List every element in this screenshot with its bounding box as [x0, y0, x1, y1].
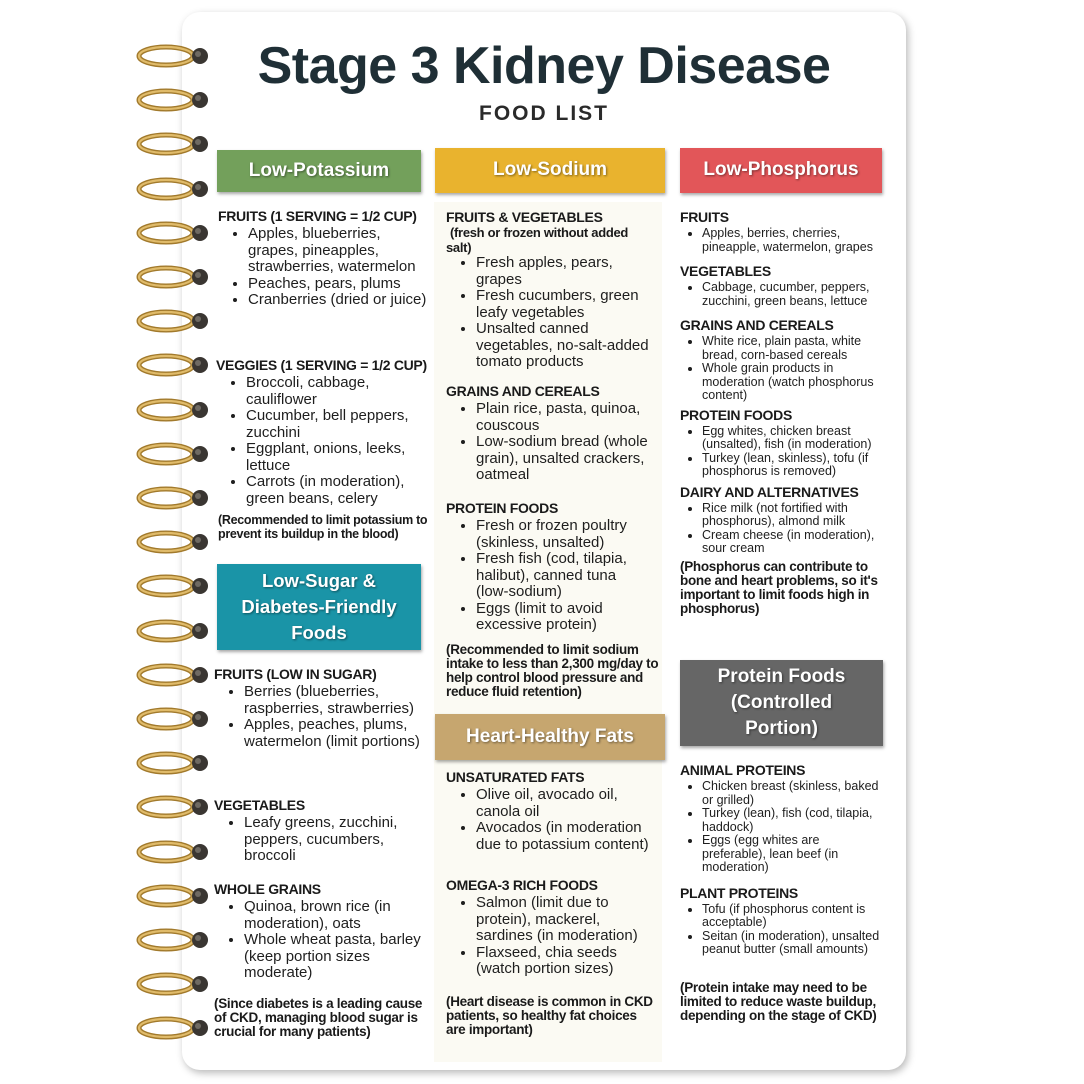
list-item: • Fresh fish (cod, tilapia, halibut), canned tuna (low-sodium)	[476, 551, 652, 601]
plant-list	[680, 903, 885, 957]
list-item: • Eggplant, onions, leeks, lettuce	[246, 441, 428, 474]
spiral-coil-icon	[136, 970, 212, 998]
list-item: • Chicken breast (skinless, baked or grilled)	[702, 780, 885, 807]
low-phosphorus-section	[680, 148, 882, 193]
sugar-fruits-heading: FRUITS (LOW IN SUGAR)	[214, 666, 377, 682]
omega-heading: OMEGA-3 RICH FOODS	[446, 877, 598, 893]
list-item: • Cabbage, cucumber, peppers, zucchini, green beans, lettuce	[702, 281, 885, 308]
low-potassium-section	[217, 150, 421, 192]
list-item: • Leafy greens, zucchini, peppers, cucumbers, broccoli	[244, 815, 428, 865]
protein-header-line1: Protein Foods	[717, 666, 846, 687]
list-item: • Turkey (lean, skinless), tofu (if phosphorus is removed)	[702, 452, 885, 479]
phos-grains-list	[680, 335, 885, 403]
phos-fruits-heading: FRUITS	[680, 209, 729, 225]
list-item: • Salmon (limit due to protein), mackerel, sardines (in moderation)	[476, 895, 654, 945]
page-subtitle: FOOD LIST	[479, 102, 609, 125]
list-item: • Flaxseed, chia seeds (watch portion sizes)	[476, 945, 654, 978]
spiral-coil-icon	[136, 528, 212, 556]
low-sugar-grains	[214, 881, 428, 982]
list-item: • Tofu (if phosphorus content is acceptable)	[702, 903, 885, 930]
list-item: • Egg whites, chicken breast (unsalted), fish (in moderation)	[702, 425, 885, 452]
spiral-coil-icon	[136, 219, 212, 247]
list-item: • Rice milk (not fortified with phosphorus), almond milk	[702, 502, 885, 529]
spiral-coil-icon	[136, 484, 212, 512]
heart-fats-section	[435, 714, 665, 760]
animal-heading: ANIMAL PROTEINS	[680, 762, 806, 778]
low-phosphorus-header	[680, 148, 882, 193]
low-sugar-header	[217, 564, 421, 650]
heart-fats-unsat	[446, 769, 654, 853]
low-sugar-section	[217, 564, 421, 650]
fv-list	[446, 255, 652, 371]
low-potassium-header-text: Low-Potassium	[248, 159, 390, 181]
fruits-list	[218, 226, 428, 309]
protein-controlled-section	[680, 660, 883, 746]
sodium-grains-list	[446, 401, 652, 484]
low-potassium-header	[217, 150, 421, 192]
sodium-grains-heading: GRAINS AND CEREALS	[446, 383, 600, 399]
list-item: • Broccoli, cabbage, cauliflower	[246, 375, 428, 408]
sugar-vegetables-heading: VEGETABLES	[214, 797, 305, 813]
spiral-coil-icon	[136, 882, 212, 910]
sugar-grains-heading: WHOLE GRAINS	[214, 881, 321, 897]
fv-subheading: (fresh or frozen without added salt)	[446, 225, 629, 255]
list-item: • Unsalted canned vegetables, no-salt-added tomato products	[476, 321, 652, 371]
spiral-coil-icon	[136, 263, 212, 291]
spiral-coil-icon	[136, 838, 212, 866]
list-item: • Turkey (lean), fish (cod, tilapia, haddock)	[702, 807, 885, 834]
fv-heading: FRUITS & VEGETABLES	[446, 209, 603, 225]
sodium-protein-heading: PROTEIN FOODS	[446, 500, 558, 516]
spiral-coil-icon	[136, 749, 212, 777]
list-item: • Seitan (in moderation), unsalted peanut butter (small amounts)	[702, 930, 885, 957]
list-item: • Fresh or frozen poultry (skinless, unsalted)	[476, 518, 652, 551]
plant-heading: PLANT PROTEINS	[680, 884, 798, 901]
low-sodium-note: (Recommended to limit sodium intake to less than 2,300 mg/day to help control blood pressure and reduce fluid retention)	[446, 642, 659, 699]
low-sugar-content	[214, 666, 428, 750]
low-sugar-header-line2: Diabetes-Friendly	[241, 596, 397, 617]
phos-veg-list	[680, 281, 885, 308]
spiral-coil-icon	[136, 307, 212, 335]
spiral-coil-icon	[136, 175, 212, 203]
spiral-coil-icon	[136, 572, 212, 600]
list-item: • Carrots (in moderation), green beans, celery	[246, 474, 428, 507]
low-sodium-grains	[446, 383, 652, 484]
protein-controlled-content	[680, 762, 885, 1023]
list-item: • Cream cheese (in moderation), sour cream	[702, 529, 885, 556]
phos-dairy-heading: DAIRY AND ALTERNATIVES	[680, 483, 859, 500]
list-item: • Eggs (egg whites are preferable), lean beef (in moderation)	[702, 834, 885, 875]
spiral-coil-icon	[136, 926, 212, 954]
spiral-coil-icon	[136, 1014, 212, 1042]
low-sodium-section	[435, 148, 665, 193]
spiral-coil-icon	[136, 705, 212, 733]
low-phosphorus-content	[680, 209, 885, 616]
list-item: • Plain rice, pasta, quinoa, couscous	[476, 401, 652, 434]
phos-grains-heading: GRAINS AND CEREALS	[680, 317, 834, 333]
heart-fats-note: (Heart disease is common in CKD patients, so healthy fat choices are important)	[446, 994, 653, 1037]
sugar-fruits-list	[214, 684, 428, 750]
fruits-heading: FRUITS (1 SERVING = 1/2 CUP)	[218, 208, 417, 224]
list-item: • Fresh apples, pears, grapes	[476, 255, 652, 288]
list-item: • Avocados (in moderation due to potassium content)	[476, 820, 654, 853]
low-sodium-header-text: Low-Sodium	[493, 159, 607, 181]
list-item: • Apples, peaches, plums, watermelon (limit portions)	[244, 717, 428, 750]
low-sodium-fv	[446, 209, 652, 371]
phos-fruits-list	[680, 227, 885, 254]
phos-protein-list	[680, 425, 885, 479]
low-sodium-protein	[446, 500, 652, 634]
low-potassium-veggies	[216, 357, 428, 507]
heart-fats-omega	[446, 877, 654, 978]
list-item: • Apples, blueberries, grapes, pineapples, strawberries, watermelon	[248, 226, 428, 276]
list-item: • Cucumber, bell peppers, zucchini	[246, 408, 428, 441]
omega-list	[446, 895, 654, 978]
veggies-heading: VEGGIES (1 SERVING = 1/2 CUP)	[216, 357, 427, 373]
list-item: • Fresh cucumbers, green leafy vegetables	[476, 288, 652, 321]
low-sugar-vegetables	[214, 797, 428, 865]
low-sodium-header	[435, 148, 665, 193]
spiral-coil-icon	[136, 351, 212, 379]
low-potassium-content	[218, 208, 428, 309]
protein-controlled-note: (Protein intake may need to be limited to reduce waste buildup, depending on the stage of CKD)	[680, 979, 877, 1023]
low-phosphorus-header-text: Low-Phosphorus	[703, 159, 859, 181]
phos-protein-heading: PROTEIN FOODS	[680, 406, 792, 423]
phos-dairy-list	[680, 502, 885, 556]
list-item: • Whole grain products in moderation (watch phosphorus content)	[702, 362, 885, 403]
spiral-coil-icon	[136, 396, 212, 424]
list-item: • Whole wheat pasta, barley (keep portion sizes moderate)	[244, 932, 428, 982]
low-phosphorus-note: (Phosphorus can contribute to bone and heart problems, so it's important to limit foods high in phosphorus)	[680, 558, 878, 616]
list-item: • Peaches, pears, plums	[248, 276, 428, 293]
low-potassium-note: (Recommended to limit potassium to prevent its buildup in the blood)	[218, 513, 428, 541]
heart-fats-header-text: Heart-Healthy Fats	[466, 725, 634, 747]
animal-list	[680, 780, 885, 875]
low-sugar-header-line3: Foods	[291, 622, 347, 643]
heart-fats-header	[435, 714, 665, 760]
protein-controlled-header	[680, 660, 883, 746]
veggies-list	[216, 375, 428, 507]
spiral-coil-icon	[136, 617, 212, 645]
sodium-protein-list	[446, 518, 652, 634]
spiral-coil-icon	[136, 130, 212, 158]
spiral-coil-icon	[136, 793, 212, 821]
sugar-vegetables-list	[214, 815, 428, 865]
protein-header-line2: (Controlled	[730, 692, 833, 713]
list-item: • Eggs (limit to avoid excessive protein)	[476, 601, 652, 634]
list-item: • White rice, plain pasta, white bread, corn-based cereals	[702, 335, 885, 362]
sugar-grains-list	[214, 899, 428, 982]
phos-veg-heading: VEGETABLES	[680, 263, 771, 279]
unsat-heading: UNSATURATED FATS	[446, 769, 585, 785]
list-item: • Low-sodium bread (whole grain), unsalted crackers, oatmeal	[476, 434, 652, 484]
spiral-coil-icon	[136, 661, 212, 689]
unsat-list	[446, 787, 654, 853]
low-sugar-header-line1: Low-Sugar &	[261, 570, 377, 591]
page-title: Stage 3 Kidney Disease	[257, 37, 831, 95]
protein-header-line3: Portion)	[745, 718, 818, 739]
list-item: • Apples, berries, cherries, pineapple, watermelon, grapes	[702, 227, 885, 254]
list-item: • Cranberries (dried or juice)	[248, 292, 428, 309]
list-item: • Olive oil, avocado oil, canola oil	[476, 787, 654, 820]
list-item: • Berries (blueberries, raspberries, strawberries)	[244, 684, 428, 717]
list-item: • Quinoa, brown rice (in moderation), oats	[244, 899, 428, 932]
low-sugar-note: (Since diabetes is a leading cause of CKD, managing blood sugar is crucial for many patients)	[214, 996, 423, 1039]
spiral-coil-icon	[136, 440, 212, 468]
